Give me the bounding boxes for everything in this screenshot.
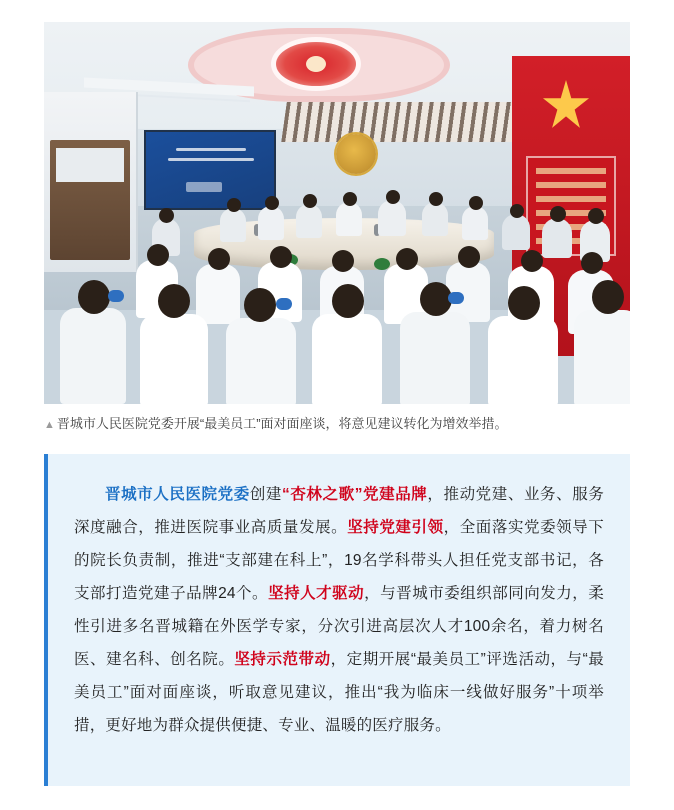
body-segment-6: 坚持人才驱动 xyxy=(268,585,365,602)
hair-bow xyxy=(276,298,292,310)
attendee-head xyxy=(429,192,443,206)
attendee-head xyxy=(332,250,354,272)
ceiling-ring-light xyxy=(276,42,356,86)
attendee xyxy=(378,200,406,236)
screen-logo xyxy=(186,182,222,192)
attendee-head xyxy=(227,198,241,212)
screen-text-line-2 xyxy=(168,158,254,161)
attendee-front xyxy=(400,312,470,404)
attendee-front xyxy=(488,316,558,404)
hair-bow xyxy=(108,290,124,302)
body-segment-8: 坚持示范带动 xyxy=(234,651,331,668)
attendee-head xyxy=(396,248,418,270)
star-icon xyxy=(542,80,590,132)
attendee-head xyxy=(581,252,603,274)
attendee-front xyxy=(226,318,296,404)
caption-marker-icon: ▲ xyxy=(44,419,55,431)
attendee-head xyxy=(78,280,110,314)
body-segment-7: ，与晋城市委组织部同向发力，柔性引进多名晋城籍在外医学专家，分次引进高层次人才100余名，着力树名医、建名科、创名院。 xyxy=(74,585,605,668)
screen-text-line-1 xyxy=(176,148,246,151)
attendee-head xyxy=(343,192,357,206)
attendee-head xyxy=(521,250,543,272)
attendee xyxy=(196,264,240,324)
attendee-front xyxy=(60,308,126,404)
hair-bow xyxy=(448,292,464,304)
body-segment-1: 创建 xyxy=(249,486,282,503)
article-body-text xyxy=(48,454,630,762)
attendee-head xyxy=(592,280,624,314)
photo-scene xyxy=(44,22,630,404)
body-segment-5: ，全面落实党委领导下的院长负责制，推进“支部建在科上”，19名学科带头人担任党支部书记，各支部打造党建子品牌24个。 xyxy=(74,519,604,602)
attendee xyxy=(462,206,488,240)
attendee xyxy=(220,208,246,242)
attendee-head xyxy=(158,284,190,318)
attendee-front xyxy=(140,314,208,404)
presentation-screen xyxy=(144,130,276,210)
attendee-head xyxy=(208,248,230,270)
attendee-head xyxy=(386,190,400,204)
attendee-head xyxy=(588,208,604,224)
article-photo xyxy=(44,22,630,404)
attendee-front xyxy=(574,310,630,404)
caption-text: 晋城市人民医院党委开展“最美员工”面对面座谈，将意见建议转化为增效举措。 xyxy=(56,416,508,431)
attendee xyxy=(542,218,572,258)
attendee xyxy=(296,204,322,238)
body-segment-3: ，推动党建、业务、服务深度融合，推进医院事业高质量发展。 xyxy=(74,486,604,536)
attendee-head xyxy=(244,288,276,322)
attendee-head xyxy=(458,246,480,268)
photo-caption xyxy=(44,414,644,435)
attendee-head xyxy=(270,246,292,268)
wall-emblem-icon xyxy=(336,134,376,174)
attendee-head xyxy=(265,196,279,210)
attendee-head xyxy=(508,286,540,320)
attendee xyxy=(336,202,362,236)
attendee-head xyxy=(332,284,364,318)
attendee-head xyxy=(147,244,169,266)
body-segment-2: “杏林之歌”党建品牌 xyxy=(282,486,428,503)
attendee-head xyxy=(159,208,174,223)
attendee-head xyxy=(303,194,317,208)
attendee-head xyxy=(510,204,524,218)
attendee xyxy=(502,214,530,250)
body-segment-4: 坚持党建引领 xyxy=(347,519,444,536)
attendee-head xyxy=(550,206,566,222)
body-segment-9: ，定期开展“最美员工”评选活动，与“最美员工”面对面座谈，听取意见建议，推出“我为临床一线做好服务”十项举措，更好地为群众提供便捷、专业、温暖的医疗服务。 xyxy=(74,651,604,734)
attendee-head xyxy=(469,196,483,210)
attendee-front xyxy=(312,314,382,404)
wooden-cabinet xyxy=(50,140,130,260)
article-body-card xyxy=(44,454,630,786)
body-segment-0: 晋城市人民医院党委 xyxy=(105,486,250,503)
attendee xyxy=(258,206,284,240)
attendee xyxy=(422,202,448,236)
